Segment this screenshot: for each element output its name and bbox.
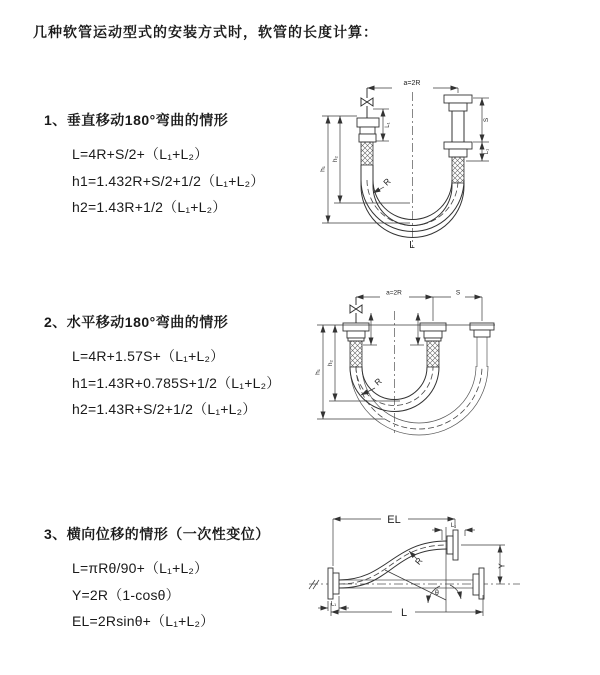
- dim-label-s: S: [483, 117, 490, 123]
- right-pipe: [444, 95, 472, 183]
- formula-h1: h1=1.43R+0.785S+1/2（L₁+L₂）: [72, 374, 281, 391]
- valve-icon: [350, 305, 362, 313]
- section-3: [44, 524, 270, 635]
- length-label: L: [409, 240, 415, 251]
- angle-label: θ: [435, 590, 439, 597]
- hose-s-curve: [339, 541, 447, 588]
- diagram-vertical-180-bend: [310, 68, 590, 268]
- dim-label-l1-top: L₁: [450, 523, 457, 529]
- formula-y: Y=2R（1-cosθ）: [72, 586, 180, 603]
- left-pipe: [343, 297, 369, 367]
- dimension-a2r-s: [356, 290, 482, 322]
- dim-label-l1: L₁: [484, 148, 490, 155]
- dim-label-el: EL: [387, 514, 401, 526]
- radius-callout: [409, 551, 425, 567]
- section-2-heading: 2、水平移动180°弯曲的情形: [44, 314, 229, 330]
- radius-label: R: [372, 375, 384, 388]
- dimension-l: [331, 595, 483, 619]
- left-pipe: [357, 88, 379, 165]
- section-1-heading: 1、垂直移动180°弯曲的情形: [44, 112, 229, 128]
- section-1: [44, 110, 264, 221]
- upper-flange-displaced: [447, 530, 458, 560]
- left-flange: [328, 568, 339, 599]
- formula-h1: h1=1.432R+S/2+1/2（L₁+L₂）: [72, 172, 265, 189]
- page-title: 几种软管运动型式的安装方式时，软管的长度计算：: [33, 24, 378, 40]
- dim-label-l: L: [400, 607, 408, 619]
- valve-icon: [361, 98, 373, 106]
- right-flange-original: [473, 568, 484, 599]
- radius-callout: [373, 176, 393, 193]
- dimension-l1-bottom: [318, 596, 349, 611]
- centerline-break-mark: [309, 580, 319, 589]
- dim-label-h2: h₂: [327, 359, 334, 367]
- hose-u-displaced: [350, 337, 488, 435]
- formula-l: L=4R+1.57S+（L₁+L₂）: [72, 348, 225, 364]
- dim-label-l1-bottom: L₁: [330, 601, 337, 608]
- dim-label-h2: h₂: [332, 155, 339, 163]
- dim-label-a2r: a=2R: [386, 289, 402, 297]
- dim-label-l1-left: L₁: [385, 122, 391, 128]
- dimension-s-l1-right: [466, 98, 490, 161]
- dimension-h1-h2: [315, 325, 496, 419]
- diagram-horizontal-180-bend: [305, 283, 595, 463]
- dim-label-s: S: [455, 289, 461, 297]
- diagram-lateral-displacement: [295, 500, 600, 660]
- section-3-formulas: [72, 555, 270, 635]
- radius-label: R: [381, 176, 393, 188]
- dim-label-h1: h₁: [314, 369, 322, 375]
- dim-label-h1: h₁: [319, 166, 327, 172]
- formula-el: EL=2Rsinθ+（L₁+L₂）: [72, 613, 215, 629]
- section-3-heading: 3、横向位移的情形（一次性变位）: [44, 526, 270, 542]
- dim-label-a2r: a=2R: [403, 80, 421, 87]
- dim-label-y: Y: [497, 563, 507, 569]
- section-2: [44, 312, 280, 423]
- section-1-formulas: [72, 141, 264, 221]
- formula-h2: h2=1.43R+S/2+1/2（L₁+L₂）: [72, 401, 257, 417]
- fitting-length-marks: [363, 313, 424, 345]
- radius-label: R: [412, 555, 425, 567]
- formula-l: L=4R+S/2+（L₁+L₂）: [72, 146, 209, 162]
- section-2-formulas: [72, 343, 280, 423]
- formula-l: L=πRθ/90+（L₁+L₂）: [72, 560, 209, 576]
- formula-h2: h2=1.43R+1/2（L₁+L₂）: [72, 199, 227, 215]
